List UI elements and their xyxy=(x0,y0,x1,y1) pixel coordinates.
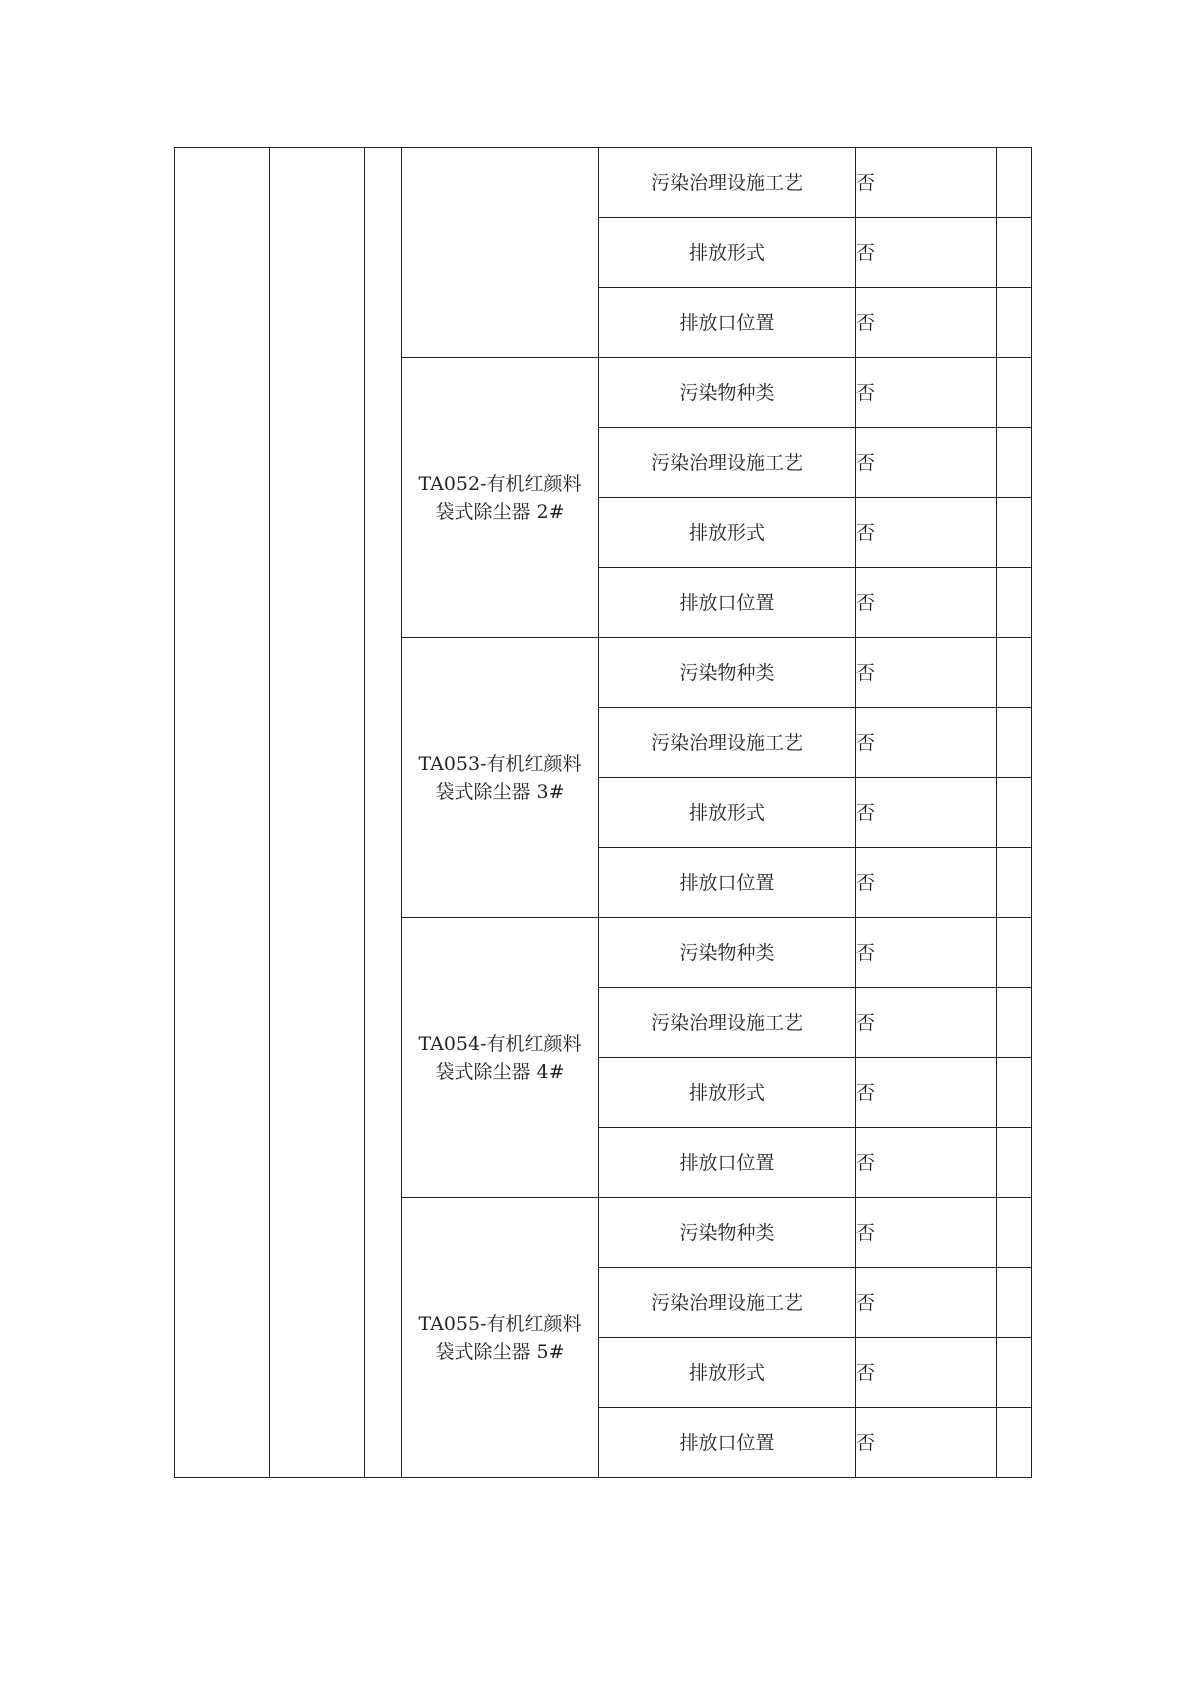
remark-cell xyxy=(997,358,1032,428)
check-answer: 否 xyxy=(856,288,997,358)
remark-cell xyxy=(997,848,1032,918)
remark-cell xyxy=(997,1338,1032,1408)
outlet-name-cell xyxy=(402,918,599,1198)
check-answer: 否 xyxy=(856,778,997,848)
check-answer: 否 xyxy=(856,638,997,708)
check-item: 排放口位置 xyxy=(599,568,856,638)
col-1-merged-cell xyxy=(175,148,270,1478)
check-item: 污染物种类 xyxy=(599,1198,856,1268)
check-answer: 否 xyxy=(856,848,997,918)
check-item: 污染治理设施工艺 xyxy=(599,988,856,1058)
check-answer: 否 xyxy=(856,1128,997,1198)
check-answer: 否 xyxy=(856,1058,997,1128)
remark-cell xyxy=(997,428,1032,498)
outlet-name-cell xyxy=(402,358,599,638)
remark-cell xyxy=(997,1408,1032,1478)
outlet-name-line2: 袋式除尘器 2# xyxy=(435,500,565,523)
remark-cell xyxy=(997,1198,1032,1268)
remark-cell xyxy=(997,988,1032,1058)
outlet-name-cell xyxy=(402,148,599,358)
check-item: 污染物种类 xyxy=(599,918,856,988)
check-answer: 否 xyxy=(856,568,997,638)
check-item: 污染物种类 xyxy=(599,638,856,708)
check-answer: 否 xyxy=(856,218,997,288)
remark-cell xyxy=(997,778,1032,848)
check-answer: 否 xyxy=(856,1338,997,1408)
col-2-merged-cell xyxy=(270,148,365,1478)
outlet-name-line1: TA053-有机红颜料 xyxy=(418,752,582,775)
check-answer: 否 xyxy=(856,1268,997,1338)
check-answer: 否 xyxy=(856,498,997,568)
outlet-name-line1: TA052-有机红颜料 xyxy=(418,472,582,495)
remark-cell xyxy=(997,288,1032,358)
check-answer: 否 xyxy=(856,988,997,1058)
outlet-name-line1: TA054-有机红颜料 xyxy=(418,1032,582,1055)
remark-cell xyxy=(997,218,1032,288)
check-answer: 否 xyxy=(856,1198,997,1268)
check-item: 排放口位置 xyxy=(599,1408,856,1478)
remark-cell xyxy=(997,568,1032,638)
remark-cell xyxy=(997,1058,1032,1128)
inspection-table xyxy=(174,147,1032,1478)
outlet-name-cell xyxy=(402,638,599,918)
check-item: 污染物种类 xyxy=(599,358,856,428)
check-item: 污染治理设施工艺 xyxy=(599,428,856,498)
col-3-merged-cell xyxy=(365,148,402,1478)
check-item: 排放形式 xyxy=(599,498,856,568)
outlet-name-cell xyxy=(402,1198,599,1478)
check-answer: 否 xyxy=(856,358,997,428)
check-answer: 否 xyxy=(856,708,997,778)
outlet-name-line1: TA055-有机红颜料 xyxy=(418,1312,582,1335)
remark-cell xyxy=(997,1268,1032,1338)
remark-cell xyxy=(997,918,1032,988)
check-item: 排放形式 xyxy=(599,1058,856,1128)
remark-cell xyxy=(997,498,1032,568)
check-item: 污染治理设施工艺 xyxy=(599,1268,856,1338)
check-item: 排放口位置 xyxy=(599,848,856,918)
remark-cell xyxy=(997,148,1032,218)
check-item: 污染治理设施工艺 xyxy=(599,708,856,778)
check-answer: 否 xyxy=(856,148,997,218)
check-answer: 否 xyxy=(856,918,997,988)
check-item: 排放形式 xyxy=(599,1338,856,1408)
check-answer: 否 xyxy=(856,428,997,498)
outlet-name-line2: 袋式除尘器 3# xyxy=(435,780,565,803)
check-item: 排放口位置 xyxy=(599,1128,856,1198)
outlet-name-line2: 袋式除尘器 4# xyxy=(435,1060,565,1083)
check-item: 排放形式 xyxy=(599,778,856,848)
table-row xyxy=(175,148,1032,218)
remark-cell xyxy=(997,1128,1032,1198)
remark-cell xyxy=(997,708,1032,778)
remark-cell xyxy=(997,638,1032,708)
check-item: 排放口位置 xyxy=(599,288,856,358)
check-item: 排放形式 xyxy=(599,218,856,288)
outlet-name-line2: 袋式除尘器 5# xyxy=(435,1340,565,1363)
check-answer: 否 xyxy=(856,1408,997,1478)
check-item: 污染治理设施工艺 xyxy=(599,148,856,218)
